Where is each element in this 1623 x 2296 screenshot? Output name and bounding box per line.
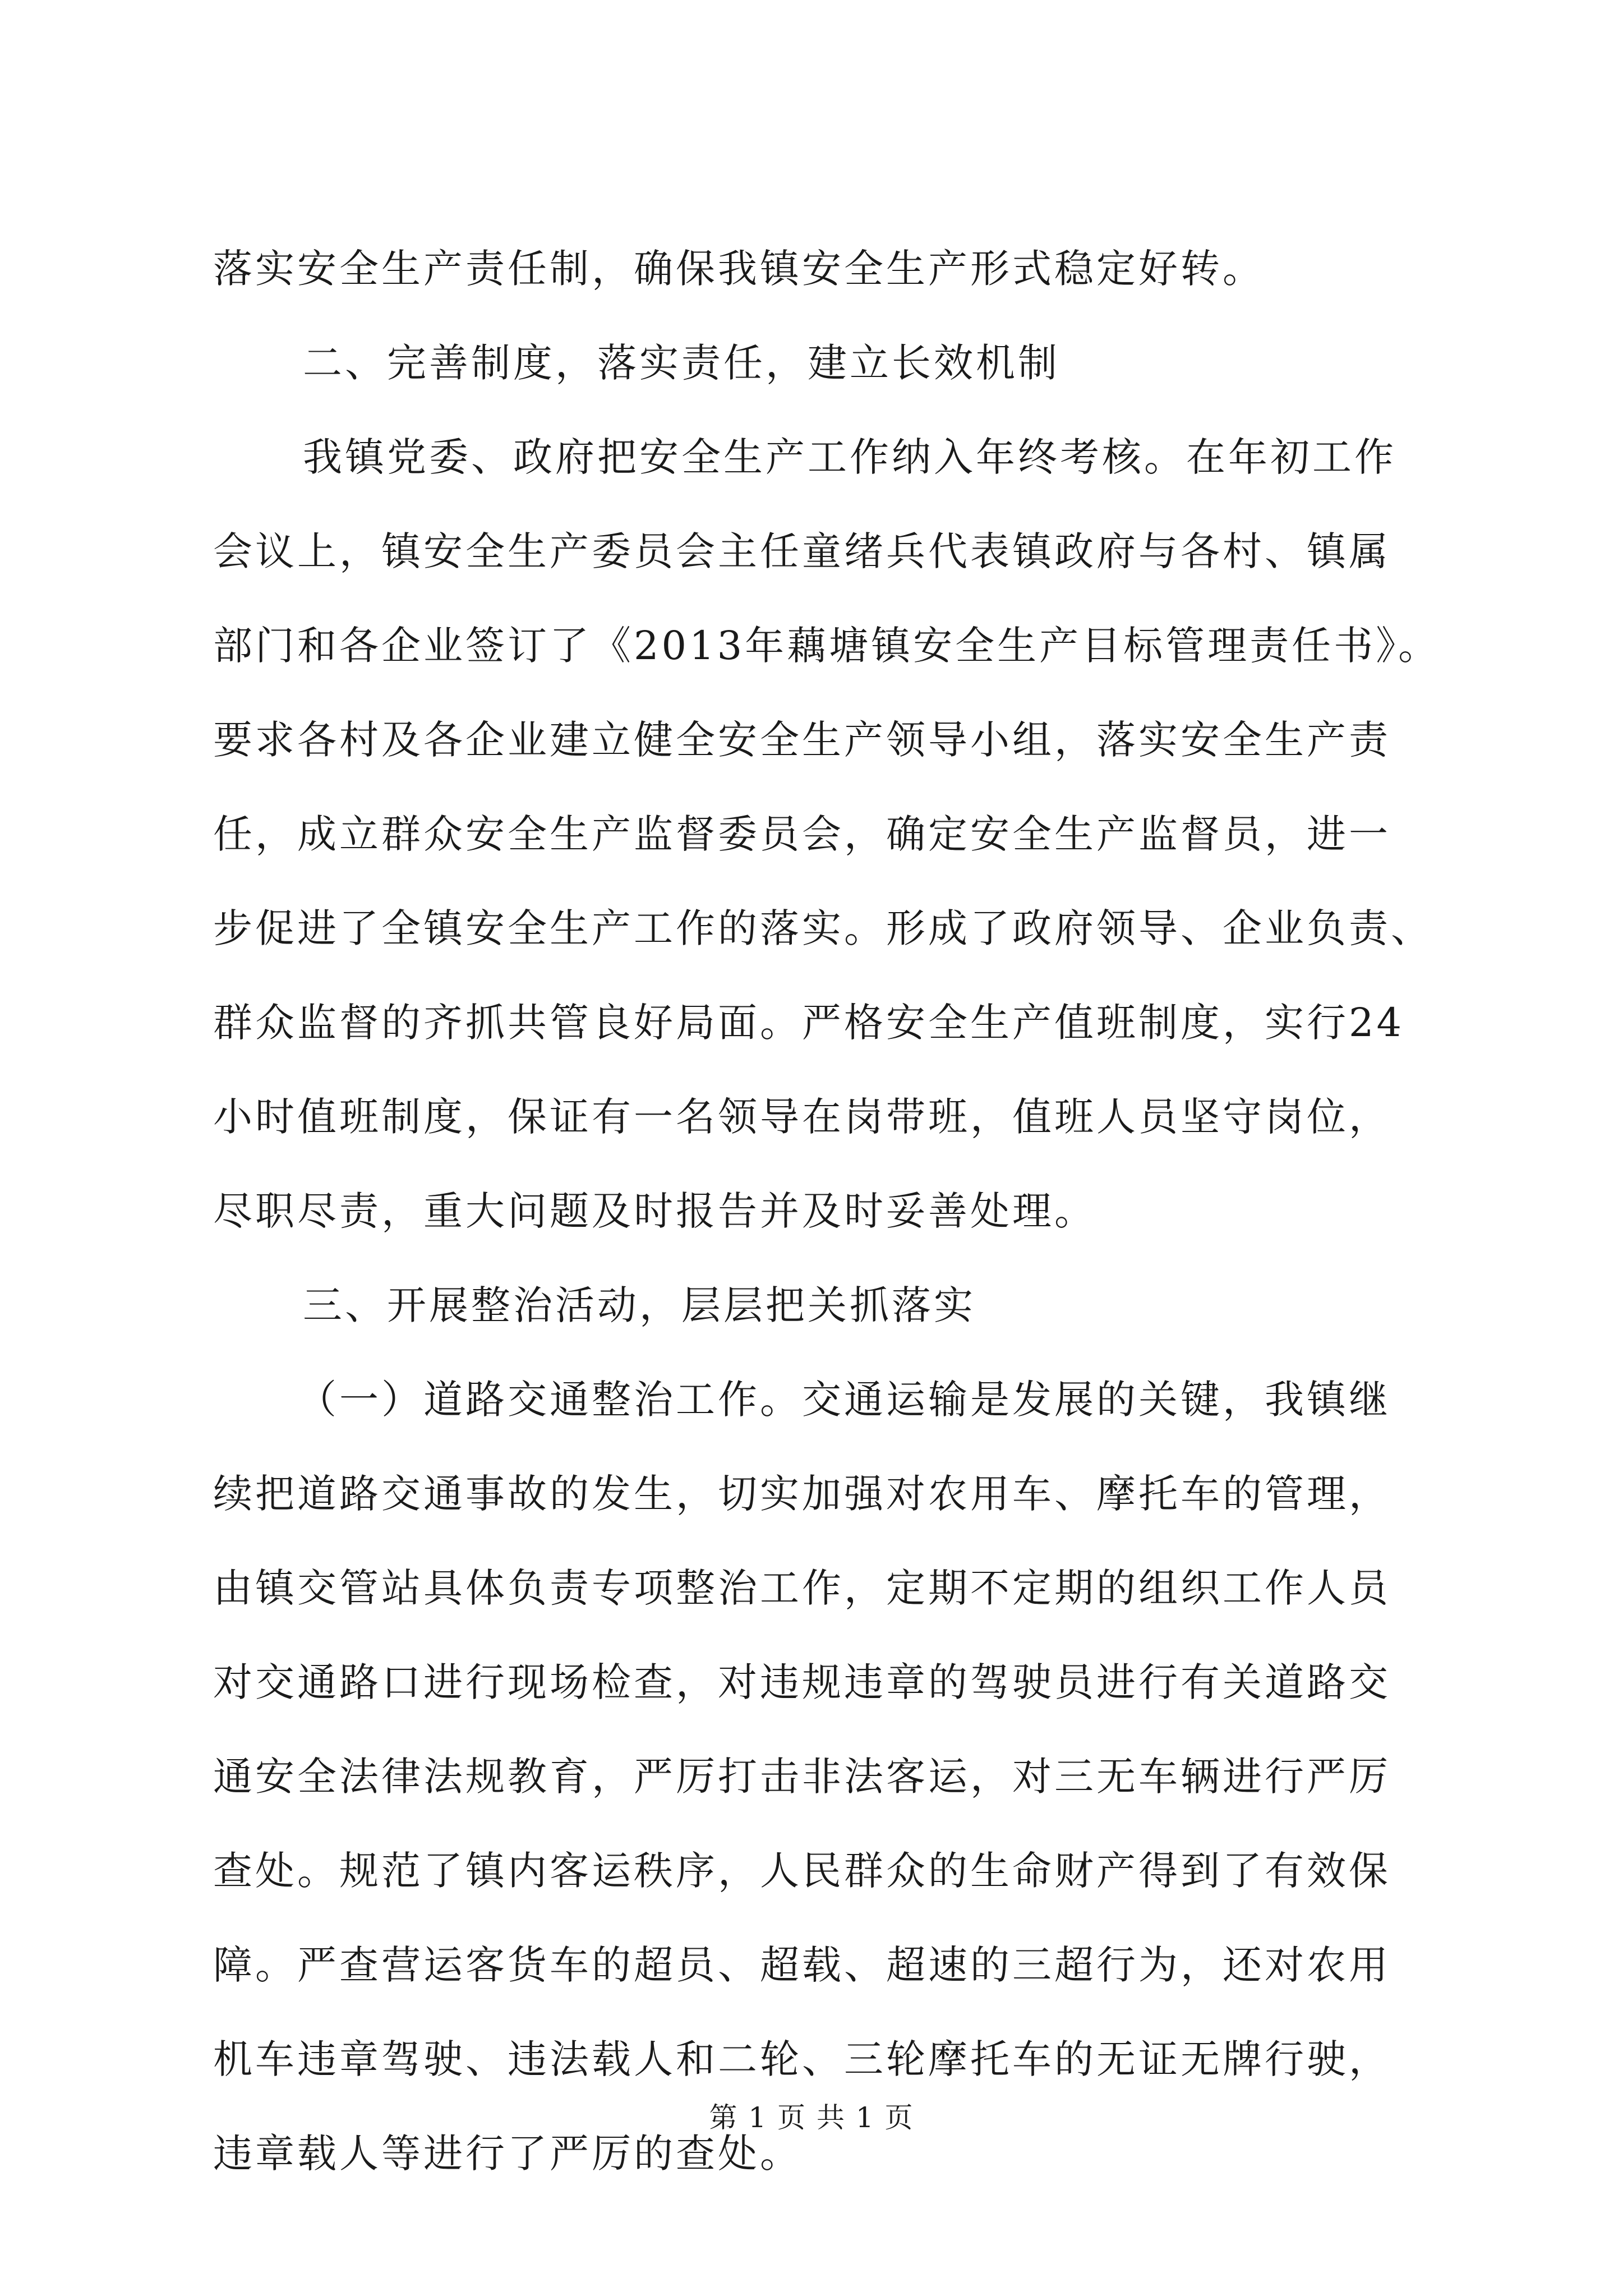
text-line: 落实安全生产责任制，确保我镇安全生产形式稳定好转。 (213, 246, 1265, 292)
text-line: 违章载人等进行了严厉的查处。 (213, 2131, 802, 2177)
text-line: 任，成立群众安全生产监督委员会，确定安全生产监督员，进一 (213, 811, 1391, 857)
document-body (213, 222, 1464, 2201)
subsection-heading: （一）道路交通整治工作。交通运输是发展的关键，我镇继 (297, 1377, 1391, 1423)
text-line: 查处。规范了镇内客运秩序，人民群众的生命财产得到了有效保 (213, 1848, 1391, 1894)
text-line: 要求各村及各企业建立健全安全生产领导小组，落实安全生产责 (213, 717, 1391, 763)
text-line: 部门和各企业签订了《2013年藕塘镇安全生产目标管理责任书》。 (213, 623, 1441, 669)
text-line: 障。严查营运客货车的超员、超载、超速的三超行为，还对农用 (213, 1942, 1391, 1988)
text-line: 续把道路交通事故的发生，切实加强对农用车、摩托车的管理， (213, 1471, 1391, 1517)
page-footer: 第 1 页 共 1 页 (709, 2101, 914, 2134)
text-line: 小时值班制度，保证有一名领导在岗带班，值班人员坚守岗位， (213, 1094, 1391, 1140)
text-line: 对交通路口进行现场检查，对违规违章的驾驶员进行有关道路交 (213, 1659, 1391, 1705)
section-heading: 三、开展整治活动，层层把关抓落实 (303, 1282, 976, 1328)
text-line: 机车违章驾驶、违法载人和二轮、三轮摩托车的无证无牌行驶， (213, 2036, 1391, 2082)
text-line: 群众监督的齐抓共管良好局面。严格安全生产值班制度，实行24 (213, 1000, 1405, 1046)
text-line: 我镇党委、政府把安全生产工作纳入年终考核。在年初工作 (303, 434, 1396, 480)
text-line: 通安全法律法规教育，严厉打击非法客运，对三无车辆进行严厉 (213, 1754, 1391, 1800)
section-heading: 二、完善制度，落实责任，建立长效机制 (303, 340, 1060, 386)
text-line: 由镇交管站具体负责专项整治工作，定期不定期的组织工作人员 (213, 1565, 1391, 1611)
text-line: 会议上，镇安全生产委员会主任童绪兵代表镇政府与各村、镇属 (213, 528, 1391, 574)
text-line: 尽职尽责，重大问题及时报告并及时妥善处理。 (213, 1188, 1096, 1234)
text-line: 步促进了全镇安全生产工作的落实。形成了政府领导、企业负责、 (213, 905, 1433, 951)
